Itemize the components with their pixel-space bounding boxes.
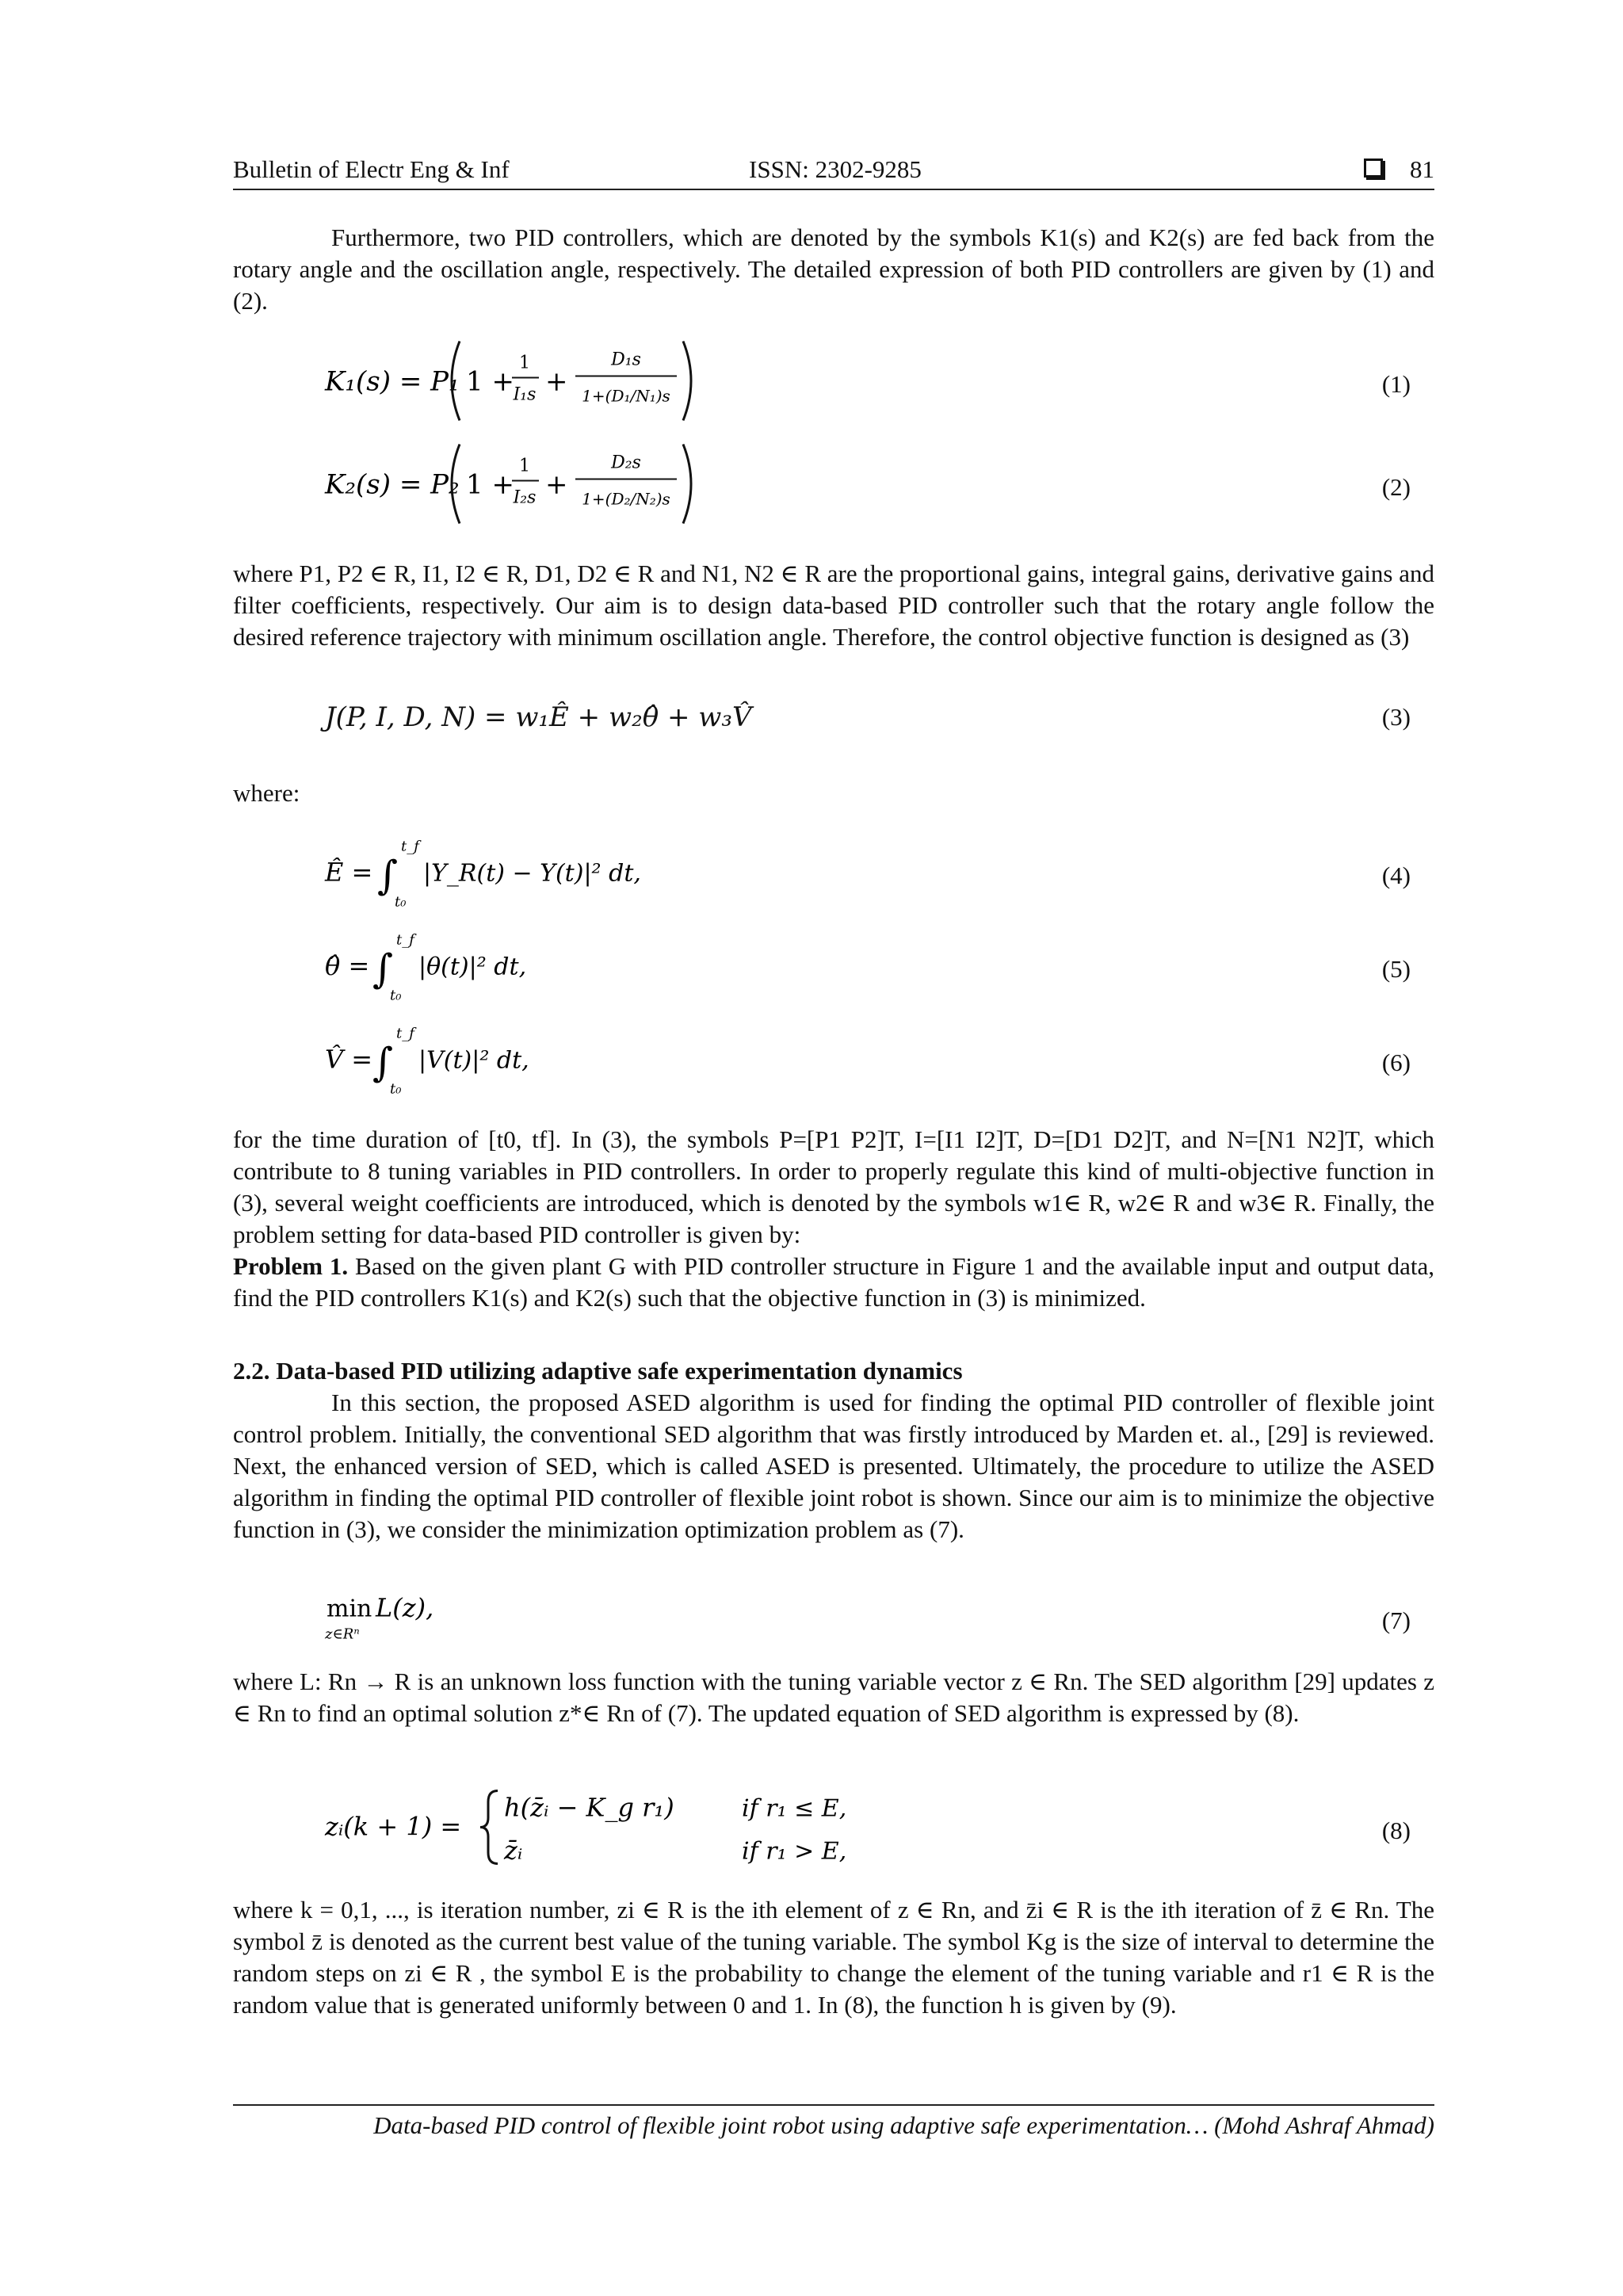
footer-rule <box>233 2104 1434 2106</box>
page-header <box>233 151 1434 190</box>
svg-text:t₀: t₀ <box>390 987 402 1004</box>
svg-text:I₁s: I₁s <box>513 384 537 405</box>
svg-text:z∈Rⁿ: z∈Rⁿ <box>325 1626 360 1643</box>
svg-text:if r₁ > E,: if r₁ > E, <box>742 1837 847 1866</box>
equation-3-formula: J(P, I, D, N) = w₁Ê + w₂θ̂ + w₃V̂ <box>325 701 752 733</box>
paragraph-intro: Furthermore, two PID controllers, which are denoted by the symbols K1(s) and K2(s) are fed back from the rotary angle and the oscillation angle, respectively. The detailed expression of both PID controllers are given by (1) and (2). <box>233 223 1434 315</box>
equation-2-formula <box>325 437 816 532</box>
integral-sign: ∫ <box>372 1039 394 1086</box>
equation-2-number: (2) <box>1381 473 1411 501</box>
integral-sign: ∫ <box>372 946 394 992</box>
paragraph-ased-intro: In this section, the proposed ASED algorithm is used for finding the optimal PID controller of flexible joint control problem. Initially, the conventional SED algorithm that was firstly introduced by Marden et. al., [29] is reviewed. Next, the enhanced version of SED, which is called ASED is presented. Ultimately, the procedure to utilize the ASED algorithm in finding the optimal PID controller of flexible joint robot is shown. Since our aim is to minimize the objective function in (3), we consider the minimization optimization problem as (7). <box>233 1389 1434 1543</box>
svg-text:|Y_R(t) − Y(t)|² dt,: |Y_R(t) − Y(t)|² dt, <box>423 859 641 888</box>
svg-text:1 +: 1 + <box>466 365 514 398</box>
footer-running-title: Data-based PID control of flexible joint robot using adaptive safe experimentation… (Mohd Ashraf Ahmad) <box>373 2111 1434 2139</box>
svg-text:L(z),: L(z), <box>376 1592 434 1623</box>
svg-text:t_f: t_f <box>396 1025 414 1042</box>
problem-text: Based on the given plant G with PID controller structure in Figure 1 and the available input and output data, find the PID controllers K1(s) and K2(s) such that the objective function in (3) is minimized. <box>233 1252 1435 1312</box>
svg-text:zᵢ(k + 1) =: zᵢ(k + 1) = <box>325 1811 462 1842</box>
svg-text:t_f: t_f <box>401 838 419 855</box>
svg-text:t₀: t₀ <box>395 893 407 911</box>
integral-sign: ∫ <box>377 852 399 899</box>
equation-5 <box>325 926 1434 1013</box>
svg-text:K₁(s) = P₁: K₁(s) = P₁ <box>325 365 460 398</box>
svg-text:D₁s: D₁s <box>611 350 641 370</box>
problem-label: Problem 1. <box>233 1252 349 1280</box>
equation-4-number: (4) <box>1381 861 1411 889</box>
svg-text:1 +: 1 + <box>466 468 514 501</box>
equation-7-formula <box>325 1582 563 1653</box>
equation-8 <box>325 1783 1434 1878</box>
svg-text:θ̂ =: θ̂ = <box>325 950 370 981</box>
svg-text:K₂(s) = P₂: K₂(s) = P₂ <box>325 468 460 501</box>
equation-3 <box>325 690 1434 745</box>
paragraph-time-duration: for the time duration of [t0, tf]. In (3), the symbols P=[P1 P2]T, I=[I1 I2]T, D=[D1 D2]T, and N=[N1 N2]T, which contribute to 8 tuning variables in PID controllers. In order to properly regulate this kind of multi-objective function in (3), several weight coefficients are introduced, which is denoted by the symbols w1∈ R, w2∈ R and w3∈ R. Finally, the problem setting for data-based PID controller is given by: <box>233 1125 1434 1248</box>
equation-4 <box>325 832 1434 919</box>
issn: ISSN: 2302-9285 <box>749 155 922 183</box>
svg-text:1: 1 <box>519 353 530 373</box>
box-icon <box>1364 159 1383 178</box>
equation-7-number: (7) <box>1381 1606 1411 1634</box>
equation-7 <box>325 1585 1434 1656</box>
equation-2 <box>325 444 1434 531</box>
svg-text:z̄ᵢ: z̄ᵢ <box>504 1835 523 1866</box>
svg-text:+: + <box>545 365 568 398</box>
equation-8-formula <box>325 1780 927 1875</box>
where-label: where: <box>233 779 300 807</box>
equation-1-number: (1) <box>1381 370 1411 398</box>
equation-6-formula <box>325 1016 642 1103</box>
svg-text:1+(D₁/N₁)s: 1+(D₁/N₁)s <box>582 386 670 406</box>
svg-text:+: + <box>545 468 568 501</box>
svg-text:|V(t)|² dt,: |V(t)|² dt, <box>418 1046 529 1075</box>
svg-text:V̂ =: V̂ = <box>325 1044 373 1075</box>
svg-text:1+(D₂/N₂)s: 1+(D₂/N₂)s <box>582 489 670 509</box>
svg-text:|θ(t)|² dt,: |θ(t)|² dt, <box>418 953 527 981</box>
equation-1 <box>325 341 1434 428</box>
page-number: 81 <box>1410 155 1434 183</box>
equation-3-number: (3) <box>1381 703 1411 731</box>
svg-text:I₂s: I₂s <box>513 487 537 508</box>
svg-text:D₂s: D₂s <box>611 453 641 473</box>
svg-text:if r₁ ≤ E,: if r₁ ≤ E, <box>742 1794 847 1823</box>
svg-text:h(z̄ᵢ − K_g r₁): h(z̄ᵢ − K_g r₁) <box>504 1792 674 1823</box>
svg-text:1: 1 <box>519 456 530 476</box>
section-heading: 2.2. Data-based PID utilizing adaptive safe experimentation dynamics <box>233 1357 963 1385</box>
problem-statement <box>233 1251 1434 1314</box>
equation-6-number: (6) <box>1381 1049 1411 1076</box>
equation-6 <box>325 1019 1434 1106</box>
svg-text:t_f: t_f <box>396 931 414 949</box>
equation-4-formula <box>325 829 737 916</box>
svg-text:t₀: t₀ <box>390 1080 402 1098</box>
svg-text:min: min <box>327 1595 372 1623</box>
paragraph-loss-function: where L: Rn → R is an unknown loss function with the tuning variable vector z ∈ Rn. The SED algorithm [29] updates z ∈ Rn to find an optimal solution z*∈ Rn of (7). The updated equation of SED algorithm is expressed by (8). <box>233 1668 1434 1727</box>
svg-text:Ê =: Ê = <box>325 857 373 888</box>
paragraph-iteration: where k = 0,1, ..., is iteration number, zi ∈ R is the ith element of z ∈ Rn, and z̄i ∈ R is the ith iteration of z̄ ∈ Rn. The symbol z̄ is denoted as the current best value of the tuning variable. The symbol Kg is the size of interval to determine the random steps on zi ∈ R , the symbol E is the probability to change the element of the tuning variable and r1 ∈ R is the random value that is generated uniformly between 0 and 1. In (8), the function h is given by (9). <box>233 1896 1434 2019</box>
equation-1-formula <box>325 334 816 429</box>
equation-5-number: (5) <box>1381 955 1411 983</box>
journal-name: Bulletin of Electr Eng & Inf <box>233 155 510 183</box>
paragraph-gains: where P1, P2 ∈ R, I1, I2 ∈ R, D1, D2 ∈ R and N1, N2 ∈ R are the proportional gains, integral gains, derivative gains and filter coefficients, respectively. Our aim is to design data-based PID controller such that the rotary angle follow the desired reference trajectory with minimum oscillation angle. Therefore, the control objective function is designed as (3) <box>233 560 1434 651</box>
equation-5-formula <box>325 923 642 1010</box>
equation-8-number: (8) <box>1381 1817 1411 1844</box>
